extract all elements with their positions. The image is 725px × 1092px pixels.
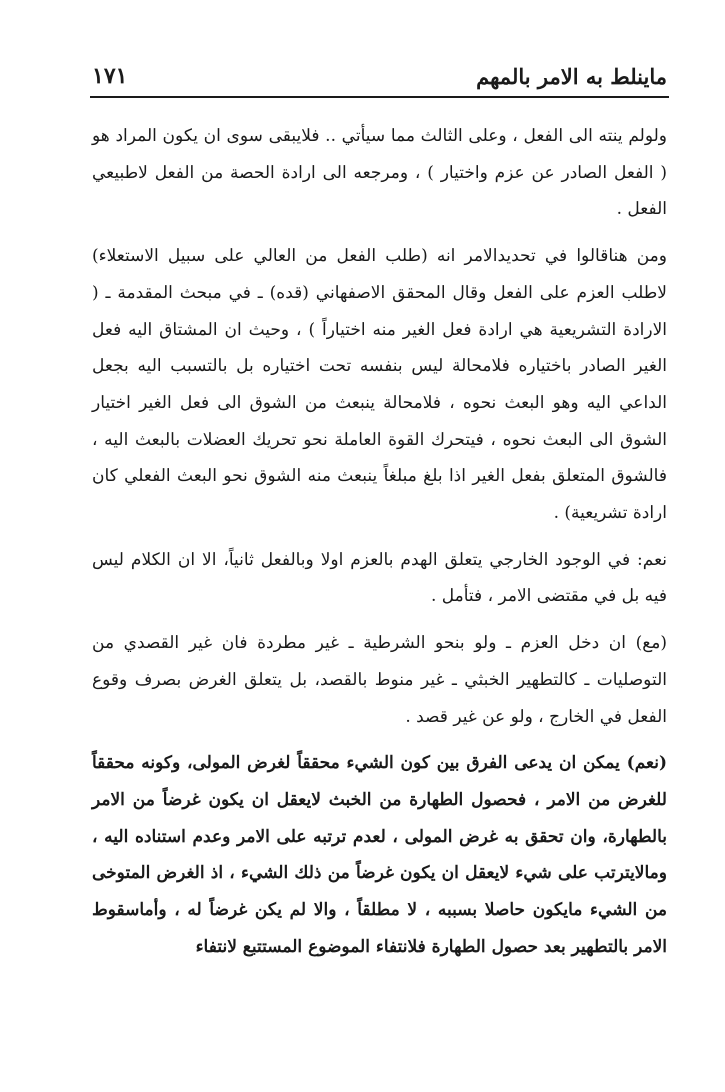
paragraph: (نعم) يمكن ان يدعى الفرق بين كون الشيء محققاً لغرض المولى، وكونه محققاً للغرض من الامر ، فحصول الطهارة من الخبث لايعقل ان يكون غرضاً من الامر بالطهارة، وان تحقق به غرض المولى ، لعدم ترتبه على الامر وعدم استناده اليه ، ومالايترتب على شيء لايعقل ان يكون غرضاً من ذلك الشيء ، اذ الغرض المتوخى من الشيء مايكون حاصلا بسببه ، لا مطلقاً ، والا لم يكن غرضاً له ، وأماسقوط الامر بالتطهير بعد حصول الطهارة فلانتفاء الموضوع المستتبع لانتفاء: [92, 753, 667, 957]
paragraph: ولولم ينته الى الفعل ، وعلى الثالث مما سيأتي .. فلايبقى سوى ان يكون المراد هو ( الفعل الصادر عن عزم واختيار ) ، ومرجعه الى ارادة الحصة من الفعل لاطبيعي الفعل .: [92, 126, 667, 220]
running-header: [92, 58, 667, 94]
paragraph: ومن هناقالوا في تحديدالامر انه (طلب الفعل من العالي على سبيل الاستعلاء) لاطلب العزم على الفعل وقال المحقق الاصفهاني (قده) ـ في مبحث المقدمة ـ ( الارادة التشريعية هي ارادة فعل الغير منه اختياراً ) ، وحيث ان المشتاق اليه فعل الغير الصادر باختياره فلامحالة ليس بنفسه تحت اختياره بل بالتسبب اليه بجعل الداعي اليه وهو البعث نحوه ، فلامحالة ينبعث من الشوق الى فعل الغير اختيار الشوق الى البعث نحوه ، فيتحرك القوة العاملة نحو تحريك العضلات بالبعث اليه ، فالشوق المتعلق بفعل الغير اذا بلغ مبلغاً ينبعث منه الشوق نحو البعث الفعلي كان ارادة تشريعية) .: [92, 246, 667, 524]
paragraph: (مع) ان دخل العزم ـ ولو بنحو الشرطية ـ غير مطردة فان غير القصدي من التوصليات ـ كالتطهير الخبثي ـ غير منوط بالقصد، بل يتعلق الغرض بصرف وقوع الفعل في الخارج ، ولو عن غير قصد .: [92, 633, 667, 727]
paragraph: نعم: في الوجود الخارجي يتعلق الهدم بالعزم اولا وبالفعل ثانياً، الا ان الكلام ليس فيه بل في مقتضى الامر ، فتأمل .: [92, 549, 667, 607]
page-number: ١٧١: [92, 63, 128, 89]
chapter-title: ماينلط به الامر بالمهم: [476, 63, 667, 89]
header-rule: [90, 96, 669, 98]
main-text: [92, 118, 667, 975]
